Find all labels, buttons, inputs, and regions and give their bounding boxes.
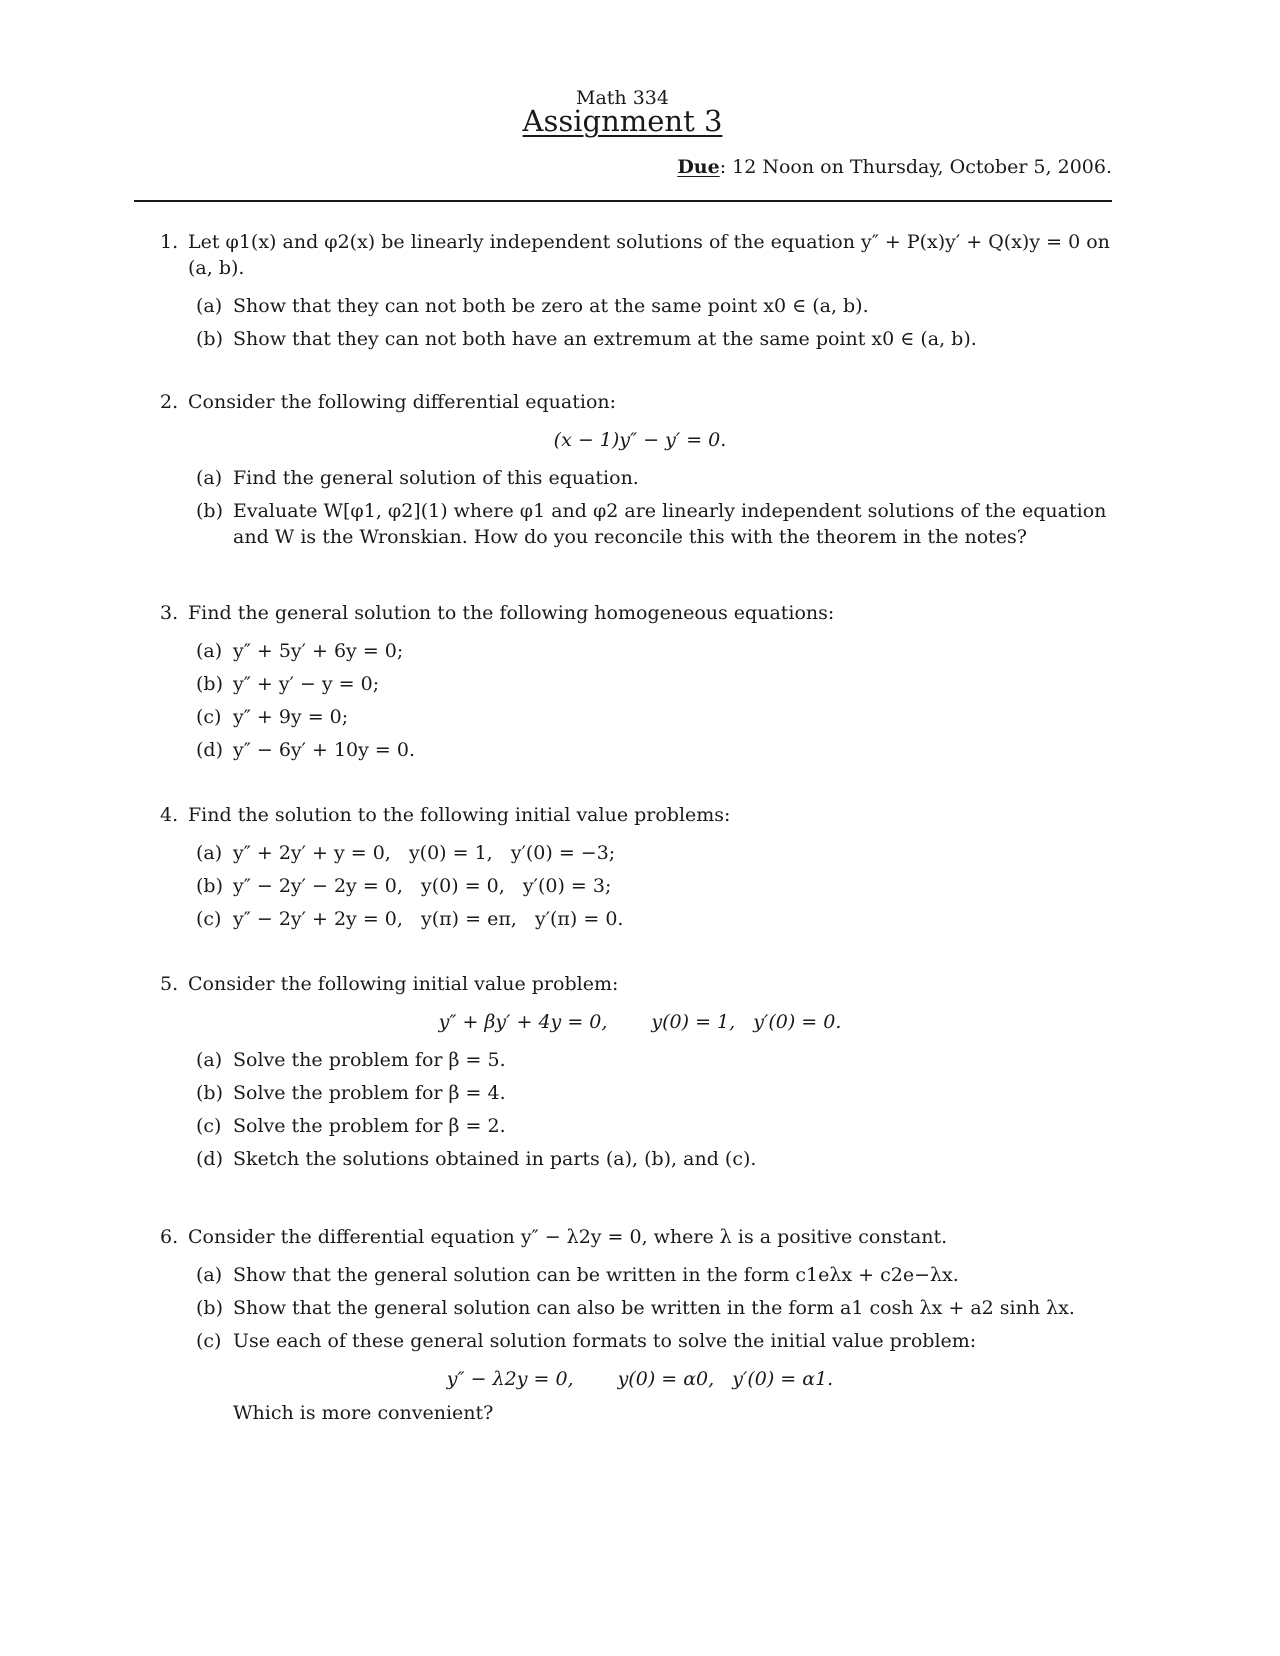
part-label: (a) [196, 842, 223, 864]
part-text: Solve the problem for β = 4. [233, 1082, 506, 1104]
part-text: y″ − 2y′ − 2y = 0, y(0) = 0, y′(0) = 3; [233, 875, 612, 897]
due-text: : 12 Noon on Thursday, October 5, 2006. [719, 156, 1112, 178]
part-label: (b) [196, 1297, 223, 1319]
problem-parts [196, 465, 1120, 550]
display-equation-right: y(0) = α0, y′(0) = α1. [617, 1368, 834, 1390]
part-text: y″ + 5y′ + 6y = 0; [233, 640, 404, 662]
header-divider [134, 200, 1112, 202]
part-text: Find the general solution of this equation. [233, 467, 639, 489]
part-label: (c) [196, 706, 222, 728]
part-label: (a) [196, 1049, 223, 1071]
display-equation-left: y″ + βy′ + 4y = 0, [438, 1011, 608, 1033]
problem-stem: Consider the differential equation y″ − λ2y = 0, where λ is a positive constant. [188, 1226, 948, 1248]
problem-5 [160, 971, 1120, 1179]
part-label: (b) [196, 500, 223, 522]
problem-parts [196, 840, 1120, 932]
part-text: Show that the general solution can also be written in the form a1 cosh λx + a2 sinh λx. [233, 1297, 1075, 1319]
page-title [0, 104, 1245, 138]
problem-stem: Find the general solution to the following homogeneous equations: [188, 602, 835, 624]
problem-part [196, 1328, 1120, 1354]
problem-parts [196, 638, 1120, 763]
part-text: Show that they can not both be zero at the same point x0 ∈ (a, b). [233, 295, 869, 317]
due-label: Due [677, 156, 720, 178]
problem-part [196, 326, 1120, 352]
part-text: y″ + y′ − y = 0; [233, 673, 380, 695]
due-date [677, 156, 1112, 178]
problem-part [196, 671, 1120, 697]
problem-part [196, 638, 1120, 664]
problem-part [196, 906, 1120, 932]
problem-part [196, 704, 1120, 730]
problem-2 [160, 389, 1120, 557]
problem-stem: Let φ1(x) and φ2(x) be linearly independent solutions of the equation y″ + P(x)y′ + Q(x)y = 0 on (a, b). [188, 231, 1110, 279]
part-label: (b) [196, 875, 223, 897]
part-text: Evaluate W[φ1, φ2](1) where φ1 and φ2 are linearly independent solutions of the equation and W is the Wronskian. How do you reconcile this with the theorem in the notes? [233, 500, 1107, 548]
part-text: y″ + 9y = 0; [233, 706, 349, 728]
problem-3 [160, 600, 1120, 770]
problem-stem: Consider the following initial value problem: [188, 973, 619, 995]
problem-part [196, 1146, 1120, 1172]
part-label: (d) [196, 739, 223, 761]
problem-parts [196, 293, 1120, 352]
problem-part [196, 498, 1120, 550]
problem-number: 4. [160, 804, 179, 826]
part-text: Solve the problem for β = 2. [233, 1115, 506, 1137]
part-label: (d) [196, 1148, 223, 1170]
part-label: (b) [196, 1082, 223, 1104]
closing-question: Which is more convenient? [233, 1402, 494, 1424]
part-label: (a) [196, 467, 223, 489]
problem-parts [196, 1047, 1120, 1172]
problem-part [196, 1295, 1120, 1321]
part-text: Solve the problem for β = 5. [233, 1049, 506, 1071]
problem-number: 1. [160, 231, 179, 253]
course-name: Math 334 [576, 87, 669, 109]
problem-part [196, 737, 1120, 763]
problem-6 [160, 1224, 1120, 1426]
display-equation: (x − 1)y″ − y′ = 0. [553, 429, 727, 451]
part-text: Use each of these general solution formats to solve the initial value problem: [233, 1330, 977, 1352]
display-equation [160, 1366, 1120, 1392]
problem-part [196, 1080, 1120, 1106]
problem-parts [196, 1262, 1120, 1354]
part-label: (a) [196, 295, 223, 317]
problem-number: 6. [160, 1226, 179, 1248]
problem-stem: Consider the following differential equation: [188, 391, 617, 413]
part-text: y″ − 2y′ + 2y = 0, y(π) = eπ, y′(π) = 0. [233, 908, 624, 930]
problem-number: 2. [160, 391, 179, 413]
problem-part [196, 1113, 1120, 1139]
part-label: (a) [196, 1264, 223, 1286]
problem-number: 3. [160, 602, 179, 624]
problem-part [196, 873, 1120, 899]
display-equation-right: y(0) = 1, y′(0) = 0. [651, 1011, 842, 1033]
part-label: (c) [196, 1330, 222, 1352]
part-text: y″ − 6y′ + 10y = 0. [233, 739, 416, 761]
problem-number: 5. [160, 973, 179, 995]
problem-part [196, 465, 1120, 491]
problem-1 [160, 229, 1120, 359]
display-equation-left: y″ − λ2y = 0, [446, 1368, 574, 1390]
problem-part [196, 1262, 1120, 1288]
problem-part [196, 293, 1120, 319]
title-text: Assignment 3 [522, 104, 723, 138]
problem-part [196, 840, 1120, 866]
part-text: Show that the general solution can be written in the form c1eλx + c2e−λx. [233, 1264, 959, 1286]
problem-4 [160, 802, 1120, 939]
part-label: (c) [196, 908, 222, 930]
part-label: (a) [196, 640, 223, 662]
problem-part [196, 1047, 1120, 1073]
part-text: Sketch the solutions obtained in parts (a), (b), and (c). [233, 1148, 757, 1170]
part-label: (b) [196, 328, 223, 350]
part-text: y″ + 2y′ + y = 0, y(0) = 1, y′(0) = −3; [233, 842, 616, 864]
part-label: (c) [196, 1115, 222, 1137]
display-equation [160, 1009, 1120, 1035]
part-text: Show that they can not both have an extremum at the same point x0 ∈ (a, b). [233, 328, 977, 350]
part-label: (b) [196, 673, 223, 695]
problem-stem: Find the solution to the following initial value problems: [188, 804, 731, 826]
